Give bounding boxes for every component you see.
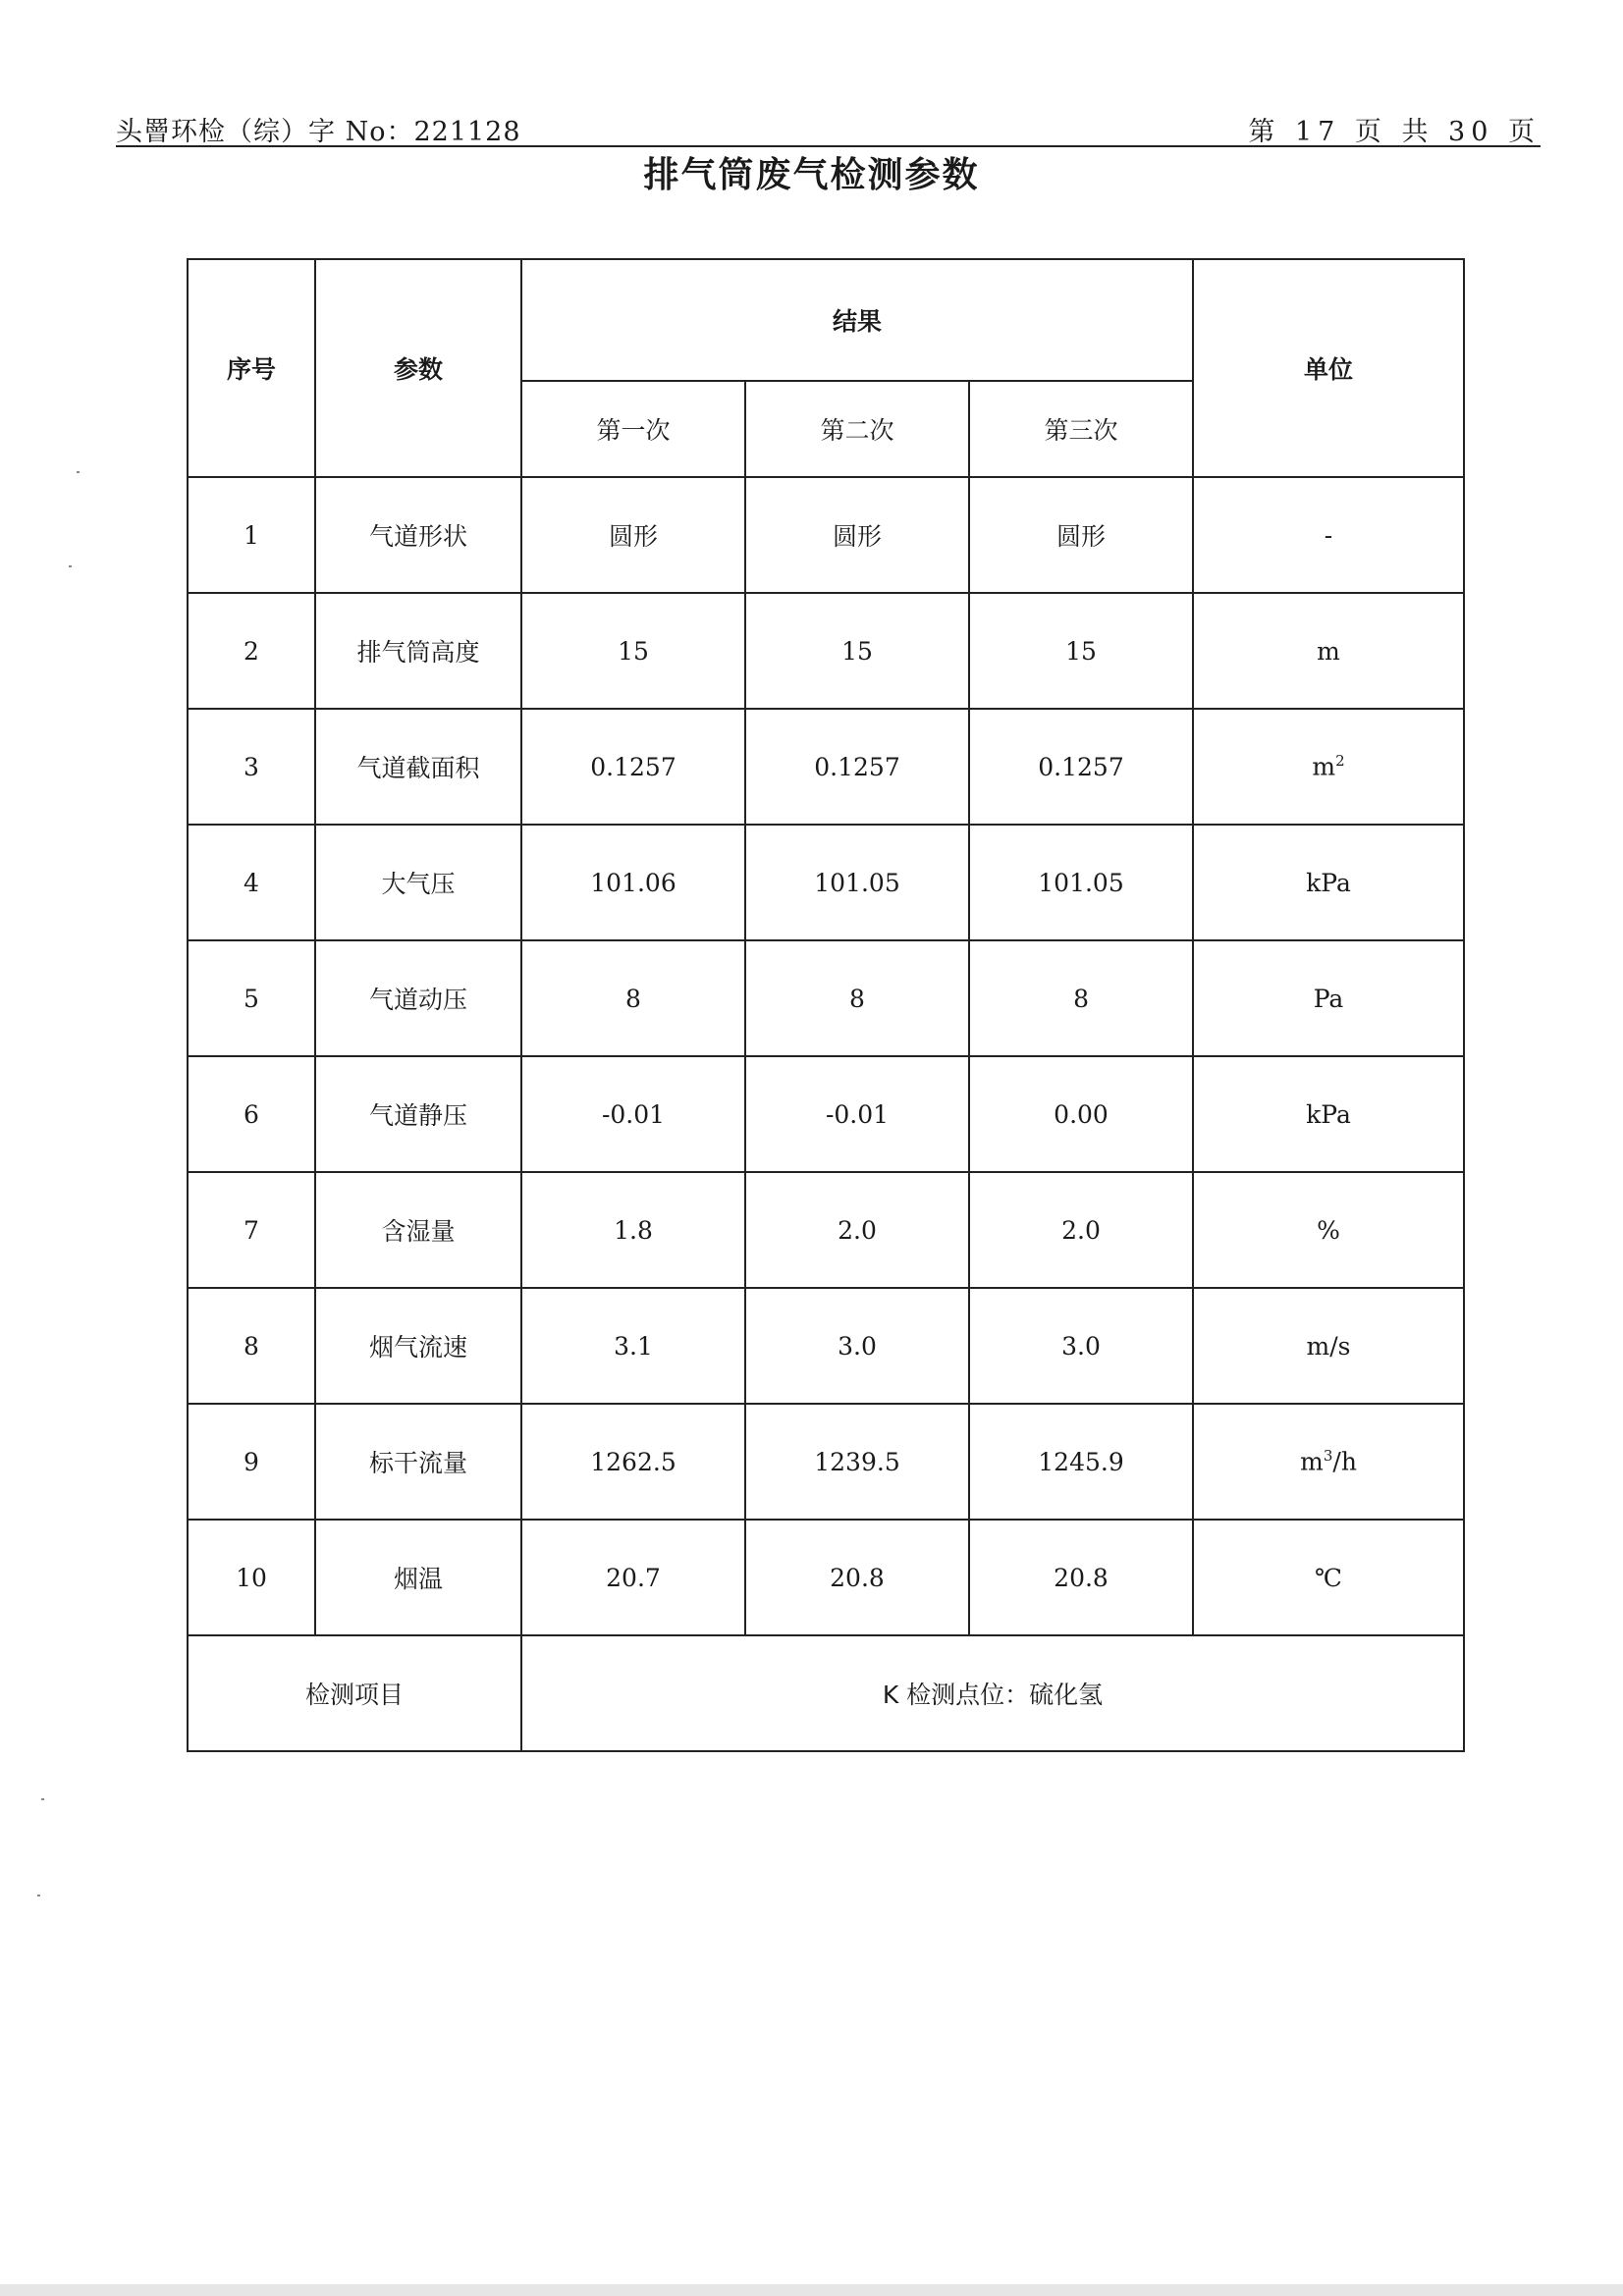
row-second: 20.8 (745, 1520, 969, 1635)
row-seq: 7 (188, 1172, 315, 1288)
table-footer-row (188, 1635, 1464, 1751)
row-first: 101.06 (521, 825, 745, 940)
row-second: 圆形 (745, 477, 969, 593)
row-unit: ℃ (1193, 1520, 1464, 1635)
scan-speck (37, 1895, 40, 1896)
row-unit: kPa (1193, 825, 1464, 940)
table-row (188, 709, 1464, 825)
row-param: 排气筒高度 (315, 593, 521, 709)
table-row (188, 1520, 1464, 1635)
table-row (188, 593, 1464, 709)
row-unit: $m^3/h$ (1193, 1404, 1464, 1520)
table-row (188, 825, 1464, 940)
row-third: 15 (969, 593, 1193, 709)
row-first: 圆形 (521, 477, 745, 593)
header-first: 第一次 (521, 381, 745, 477)
row-param: 大气压 (315, 825, 521, 940)
row-seq: 2 (188, 593, 315, 709)
row-first: 8 (521, 940, 745, 1056)
row-third: 3.0 (969, 1288, 1193, 1404)
row-first: 3.1 (521, 1288, 745, 1404)
row-seq: 1 (188, 477, 315, 593)
table-row (188, 477, 1464, 593)
header-third: 第三次 (969, 381, 1193, 477)
row-third: 2.0 (969, 1172, 1193, 1288)
row-second: 8 (745, 940, 969, 1056)
row-param: 气道截面积 (315, 709, 521, 825)
scan-edge (0, 2284, 1623, 2296)
row-param: 烟温 (315, 1520, 521, 1635)
row-unit: $m^2$ (1193, 709, 1464, 825)
row-second: 101.05 (745, 825, 969, 940)
row-param: 气道形状 (315, 477, 521, 593)
row-param: 烟气流速 (315, 1288, 521, 1404)
row-seq: 4 (188, 825, 315, 940)
row-second: 1239.5 (745, 1404, 969, 1520)
scan-speck (69, 565, 72, 567)
row-third: 20.8 (969, 1520, 1193, 1635)
row-first: 1262.5 (521, 1404, 745, 1520)
table-row (188, 1404, 1464, 1520)
row-unit: m/s (1193, 1288, 1464, 1404)
row-seq: 3 (188, 709, 315, 825)
header-param: 参数 (315, 259, 521, 477)
row-third: 101.05 (969, 825, 1193, 940)
row-third: 1245.9 (969, 1404, 1193, 1520)
row-second: -0.01 (745, 1056, 969, 1172)
row-first: 20.7 (521, 1520, 745, 1635)
header-unit: 单位 (1193, 259, 1464, 477)
scan-speck (41, 1798, 44, 1800)
row-seq: 9 (188, 1404, 315, 1520)
row-unit: % (1193, 1172, 1464, 1288)
row-second: 2.0 (745, 1172, 969, 1288)
row-third: 圆形 (969, 477, 1193, 593)
row-param: 气道动压 (315, 940, 521, 1056)
row-third: 8 (969, 940, 1193, 1056)
row-unit: - (1193, 477, 1464, 593)
header-second: 第二次 (745, 381, 969, 477)
row-unit: kPa (1193, 1056, 1464, 1172)
header-seq: 序号 (188, 259, 315, 477)
row-param: 标干流量 (315, 1404, 521, 1520)
page-indicator: 第 17 页 共 30 页 (1248, 117, 1541, 147)
row-second: 15 (745, 593, 969, 709)
row-first: 0.1257 (521, 709, 745, 825)
row-third: 0.1257 (969, 709, 1193, 825)
row-first: -0.01 (521, 1056, 745, 1172)
row-unit: Pa (1193, 940, 1464, 1056)
row-first: 1.8 (521, 1172, 745, 1288)
row-third: 0.00 (969, 1056, 1193, 1172)
header-result: 结果 (521, 259, 1193, 381)
row-seq: 10 (188, 1520, 315, 1635)
table-row (188, 1288, 1464, 1404)
footer-label: 检测项目 (188, 1635, 521, 1751)
table-row (188, 940, 1464, 1056)
row-param: 气道静压 (315, 1056, 521, 1172)
row-second: 3.0 (745, 1288, 969, 1404)
scan-speck (77, 471, 80, 473)
row-seq: 6 (188, 1056, 315, 1172)
parameters-table (187, 258, 1465, 1752)
page-title: 排气筒废气检测参数 (643, 155, 980, 195)
table-row (188, 1056, 1464, 1172)
row-param: 含湿量 (315, 1172, 521, 1288)
table-row (188, 1172, 1464, 1288)
report-number: 头罾环检（综）字 No：221128 (116, 117, 521, 147)
row-seq: 5 (188, 940, 315, 1056)
row-unit: m (1193, 593, 1464, 709)
footer-value: K 检测点位：硫化氢 (521, 1635, 1464, 1751)
row-second: 0.1257 (745, 709, 969, 825)
row-seq: 8 (188, 1288, 315, 1404)
row-first: 15 (521, 593, 745, 709)
